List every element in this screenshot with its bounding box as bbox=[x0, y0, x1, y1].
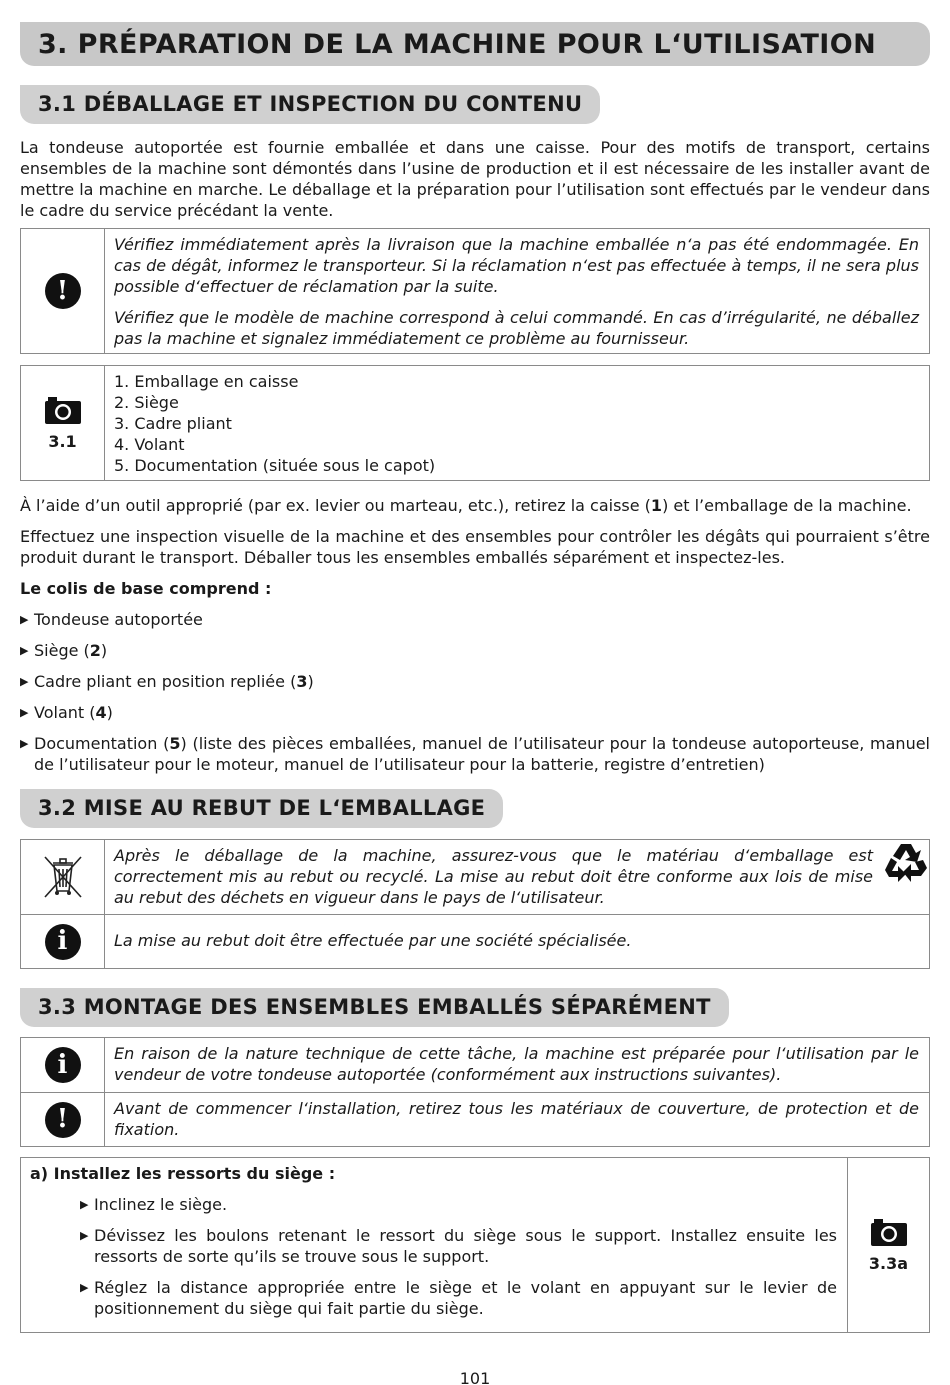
figure-box-3-1 bbox=[20, 365, 930, 481]
list-item-text: Inclinez le siège. bbox=[94, 1195, 228, 1214]
text-run: ) et l’emballage de la machine. bbox=[662, 496, 912, 515]
bullet-arrow-icon: ▶ bbox=[20, 706, 29, 719]
warning-text-1: Vérifiez immédiatement après la livraison que la machine emballée n‘a pas été endommagée. En cas de dégât, informez le transporteur. Si la réclamation n‘est pas effectuée à temps, il ne sera plus possible d‘effectuer de réclamation par la suite. bbox=[114, 235, 919, 296]
text-run: ) bbox=[100, 641, 108, 660]
bold-ref: 4 bbox=[95, 703, 107, 722]
bin-icon-cell bbox=[21, 840, 105, 914]
bullet-arrow-icon: ▶ bbox=[20, 644, 29, 657]
recycle-icon bbox=[883, 840, 929, 884]
list-item bbox=[20, 671, 930, 692]
note-row bbox=[21, 1038, 929, 1093]
warning-icon-cell bbox=[21, 229, 105, 353]
bold-ref: 1 bbox=[650, 496, 663, 515]
crossed-bin-icon bbox=[41, 853, 85, 901]
colis-title: Le colis de base comprend : bbox=[20, 579, 272, 598]
exclamation-icon: ! bbox=[45, 273, 81, 309]
subsection-heading-3-3: 3.3 MONTAGE DES ENSEMBLES EMBALLÉS SÉPARÉMENT bbox=[20, 988, 729, 1027]
disposal-row bbox=[21, 915, 929, 968]
bold-ref: 3 bbox=[296, 672, 308, 691]
text-run: ) bbox=[106, 703, 113, 722]
list-item bbox=[20, 640, 930, 661]
text-run: Siège ( bbox=[34, 641, 90, 660]
figure-item: 3. Cadre pliant bbox=[114, 414, 232, 433]
bullet-arrow-icon: ▶ bbox=[20, 613, 29, 626]
seat-springs-box bbox=[20, 1157, 930, 1333]
warning-text bbox=[105, 229, 929, 353]
subsection-heading-3-1: 3.1 DÉBALLAGE ET INSPECTION DU CONTENU bbox=[20, 85, 600, 124]
info-icon-cell bbox=[21, 915, 105, 968]
text-run: Documentation ( bbox=[34, 734, 170, 753]
disposal-note: La mise au rebut doit être effectuée par une société spécialisée. bbox=[114, 931, 632, 950]
paragraph-inspection: Effectuez une inspection visuelle de la machine et des ensembles pour contrôler les dégâts qui pourraient s’être produit durant le transport. Déballer tous les ensembles emballés séparément et inspectez-les. bbox=[20, 527, 930, 567]
disposal-text: Après le déballage de la machine, assurez-vous que le matériau d‘emballage est correctement mis au rebut ou recyclé. La mise au rebut doit être conforme aux lois de mise au rebut des déchets en vigueur dans le pays de l‘utilisateur. bbox=[114, 846, 873, 907]
disposal-row bbox=[21, 840, 929, 915]
figure-label: 3.1 bbox=[48, 431, 77, 451]
bullet-arrow-icon: ▶ bbox=[80, 1281, 89, 1294]
figure-item: 5. Documentation (située sous le capot) bbox=[114, 456, 436, 475]
camera-icon bbox=[44, 395, 82, 425]
figure-item: 2. Siège bbox=[114, 393, 179, 412]
intro-paragraph: La tondeuse autoportée est fournie emballée et dans une caisse. Pour des motifs de transport, certains ensembles de la machine sont démontés dans l’usine de production et il est nécessaire de les installer avant de mettre la machine en marche. Le déballage et la préparation pour l’utilisation sont effectués par le vendeur dans le cadre du service précédant la vente. bbox=[20, 138, 930, 220]
seat-springs-title: a) Installez les ressorts du siège : bbox=[30, 1164, 336, 1183]
list-item bbox=[20, 733, 930, 775]
info-icon-cell bbox=[21, 1038, 105, 1092]
list-item-text: Tondeuse autoportée bbox=[34, 610, 203, 629]
bold-ref: 5 bbox=[169, 734, 181, 753]
text-run: ) bbox=[307, 672, 314, 691]
page-content bbox=[20, 22, 930, 1333]
list-item-text: Réglez la distance appropriée entre le siège et le volant en appuyant sur le levier de positionnement du siège qui fait partie du siège. bbox=[94, 1278, 837, 1318]
subsection-heading-3-2: 3.2 MISE AU REBUT DE L‘EMBALLAGE bbox=[20, 789, 503, 828]
bullet-arrow-icon: ▶ bbox=[20, 737, 29, 750]
section-heading: 3. PRÉPARATION DE LA MACHINE POUR L‘UTILISATION bbox=[20, 22, 930, 66]
list-item bbox=[30, 1194, 837, 1215]
warning-box bbox=[20, 228, 930, 354]
note-text: En raison de la nature technique de cette tâche, la machine est préparée pour l‘utilisation par le vendeur de votre tondeuse autoportée (conformément aux instructions suivantes). bbox=[114, 1044, 919, 1084]
list-item bbox=[30, 1225, 837, 1267]
notes-table bbox=[20, 1037, 930, 1147]
text-run: À l’aide d’un outil approprié (par ex. levier ou marteau, etc.), retirez la caisse ( bbox=[20, 496, 651, 515]
figure-item: 4. Volant bbox=[114, 435, 185, 454]
note-text: Avant de commencer l‘installation, retirez tous les matériaux de couverture, de protection et de fixation. bbox=[114, 1099, 919, 1139]
bullet-arrow-icon: ▶ bbox=[80, 1229, 89, 1242]
figure-items bbox=[105, 366, 929, 480]
info-icon: i bbox=[45, 1047, 81, 1083]
text-run: Cadre pliant en position repliée ( bbox=[34, 672, 297, 691]
seat-springs-content bbox=[21, 1158, 847, 1332]
bullet-arrow-icon: ▶ bbox=[80, 1198, 89, 1211]
info-icon: i bbox=[45, 924, 81, 960]
note-row bbox=[21, 1093, 929, 1146]
figure-icon-cell bbox=[21, 366, 105, 480]
disposal-table bbox=[20, 839, 930, 969]
list-item bbox=[20, 702, 930, 723]
figure-icon-cell bbox=[847, 1158, 929, 1332]
recycle-icon-cell bbox=[883, 840, 929, 914]
paragraph-remove-crate bbox=[20, 495, 930, 516]
warning-text-2: Vérifiez que le modèle de machine correspond à celui commandé. En cas d’irrégularité, ne déballez pas la machine et signalez immédiatement ce problème au fournisseur. bbox=[114, 308, 919, 348]
figure-item: 1. Emballage en caisse bbox=[114, 372, 299, 391]
camera-icon bbox=[870, 1217, 908, 1247]
list-item bbox=[20, 609, 930, 630]
page-number: 101 bbox=[459, 1369, 491, 1385]
exclamation-icon: ! bbox=[45, 1102, 81, 1138]
text-run: ) (liste des pièces emballées, manuel de l’utilisateur pour la tondeuse autoporteuse, manuel de l’utilisateur pour le moteur, manuel de l’utilisateur pour la batterie, registre d’entretien) bbox=[34, 734, 930, 774]
figure-label: 3.3a bbox=[868, 1253, 909, 1273]
list-item-text: Dévissez les boulons retenant le ressort du siège sous le support. Installez ensuite les ressorts de sorte qu’ils se trouve sous le support. bbox=[94, 1226, 837, 1266]
warning-icon-cell bbox=[21, 1093, 105, 1146]
bullet-arrow-icon: ▶ bbox=[20, 675, 29, 688]
list-item bbox=[30, 1277, 837, 1319]
text-run: Volant ( bbox=[34, 703, 96, 722]
bold-ref: 2 bbox=[89, 641, 101, 660]
